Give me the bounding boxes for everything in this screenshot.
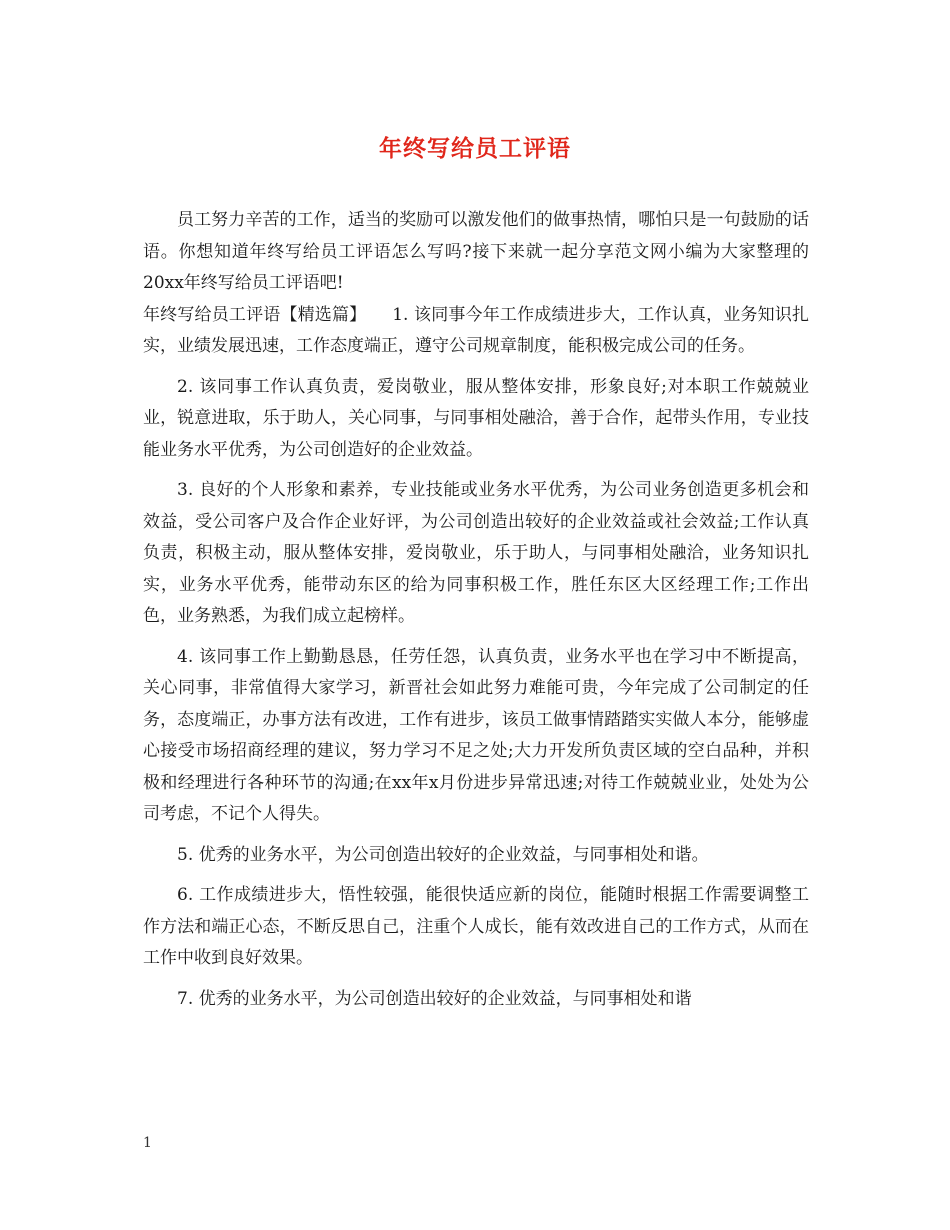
paragraph-intro: 员工努力辛苦的工作，适当的奖励可以激发他们的做事热情，哪怕只是一句鼓励的话语。你想知道年终写给员工评语怎么写吗?接下来就一起分享范文网小编为大家整理的20xx年终写给员工评语吧! <box>143 210 809 293</box>
paragraph-item-3: 3. 良好的个人形象和素养，专业技能或业务水平优秀，为公司业务创造更多机会和效益，受公司客户及合作企业好评，为公司创造出较好的企业效益或社会效益;工作认真负责，积极主动，服从整体安排，爱岗敬业，乐于助人，与同事相处融洽，业务知识扎实，业务水平优秀，能带动东区的给为同事积极工作，胜任东区大区经理工作;工作出色，业务熟悉，为我们成立起榜样。 <box>143 480 809 626</box>
document-body <box>143 205 809 1015</box>
page-number: 1 <box>143 1135 152 1151</box>
paragraph-item-2: 2. 该同事工作认真负责，爱岗敬业，服从整体安排，形象良好;对本职工作兢兢业业，锐意进取，乐于助人，关心同事，与同事相处融洽，善于合作，起带头作用，专业技能业务水平优秀，为公司创造好的企业效益。 <box>143 376 809 460</box>
paragraph-item-6: 6. 工作成绩进步大，悟性较强，能很快适应新的岗位，能随时根据工作需要调整工作方法和端正心态，不断反思自己，注重个人成长，能有效改进自己的工作方式，从而在工作中收到良好效果。 <box>143 885 809 968</box>
paragraph-item-7: 7. 优秀的业务水平，为公司创造出较好的企业效益，与同事相处和谐 <box>177 988 692 1009</box>
document-title: 年终写给员工评语 <box>379 135 571 162</box>
paragraph-item-1: 年终写给员工评语【精选篇】 1. 该同事今年工作成绩进步大，工作认真，业务知识扎实，业绩发展迅速，工作态度端正，遵守公司规章制度，能积极完成公司的任务。 <box>143 304 809 356</box>
paragraph-item-5: 5. 优秀的业务水平，为公司创造出较好的企业效益，与同事相处和谐。 <box>177 844 709 865</box>
paragraph-item-4: 4. 该同事工作上勤勤恳恳，任劳任怨，认真负责，业务水平也在学习中不断提高，关心同事，非常值得大家学习，新晋社会如此努力难能可贵，今年完成了公司制定的任务，态度端正，办事方法有改进，工作有进步，该员工做事情踏踏实实做人本分，能够虚心接受市场招商经理的建议，努力学习不足之处;大力开发所负责区域的空白品种，并积极和经理进行各种环节的沟通;在xx年x月份进步异常迅速;对待工作兢兢业业，处处为公司考虑，不记个人得失。 <box>143 646 809 824</box>
